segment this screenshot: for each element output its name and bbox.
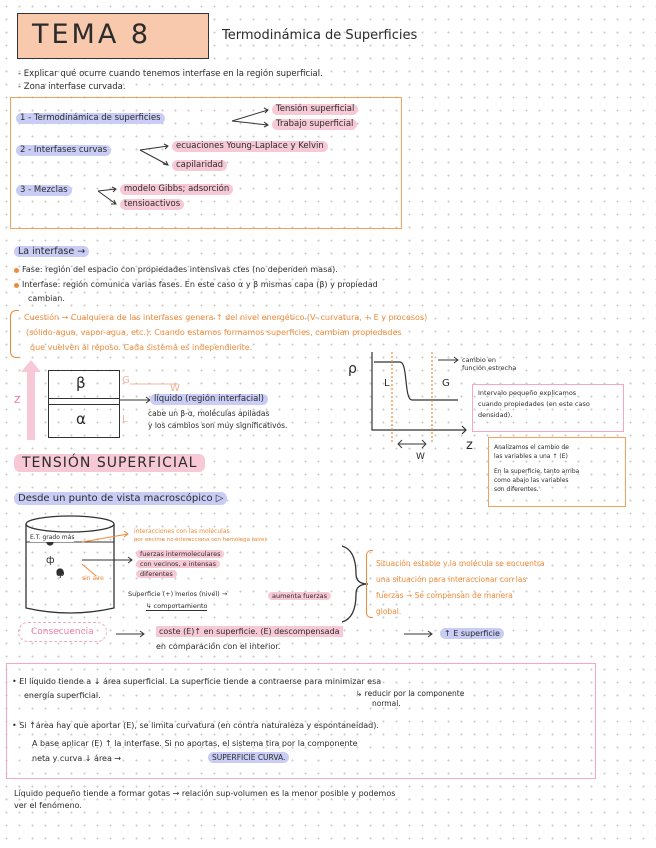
outline-item-2-sub-2: capilaridad bbox=[172, 160, 227, 171]
pink-note-2: cuando propiedades (en este caso bbox=[478, 400, 590, 408]
graph-g: G bbox=[442, 378, 450, 389]
graph-cambio-2: función estrecha bbox=[462, 364, 517, 372]
bottom-p1d: normal. bbox=[372, 699, 401, 708]
situacion-3: fuerzas → Se compensan de manera bbox=[376, 591, 513, 600]
final-line-2: ver el fenómeno. bbox=[14, 801, 82, 810]
phase-alpha: α bbox=[76, 410, 86, 428]
graph-l: L bbox=[384, 378, 390, 389]
graph-cambio-1: cambio en bbox=[462, 356, 496, 364]
outline-item-2: 2 - Interfases curvas bbox=[16, 145, 111, 156]
z-arrow bbox=[27, 370, 35, 440]
outline-item-3-sub-1: modelo Gibbs; adsorción bbox=[120, 184, 233, 195]
interfase-heading: La interfase → bbox=[14, 246, 89, 257]
interfase-bullet-2: Interfase: región comunica varias fases. En este caso α y β mismas capa (β) y propiedad bbox=[22, 280, 378, 289]
phase-divider-bottom bbox=[48, 404, 120, 405]
bottom-p1c: ↳ reducir por la componente bbox=[356, 689, 465, 698]
fuerzas-3: diferentes bbox=[136, 570, 177, 578]
coste-line: coste (E)↑ en superficie. (E) descompensada bbox=[156, 626, 343, 637]
bottom-p2b: A base aplicar (E) ↑ la interfase. Si no aportas, el sistema tira por la componente bbox=[32, 739, 358, 748]
orange-note-5: son diferentes. bbox=[494, 486, 539, 493]
e-superficie: ↑ E superficie bbox=[440, 628, 504, 639]
phase-beta: β bbox=[76, 374, 86, 392]
phase-l-label: L bbox=[122, 414, 128, 425]
e-sup-arrow bbox=[402, 624, 442, 644]
beaker-mark-1: ф bbox=[46, 555, 55, 566]
tension-sub: Desde un punto de vista macroscópico ▷ bbox=[14, 492, 227, 505]
bottom-p1b: energía superficial. bbox=[24, 691, 101, 700]
final-line-1: Líquido pequeño tiende a formar gotas → relación sup-volumen es la menor posible y podemos bbox=[14, 789, 396, 798]
z-arrow-head bbox=[21, 360, 41, 372]
outline-item-2-sub-1: ecuaciones Young-Laplace y Kelvin bbox=[172, 141, 328, 152]
interacciones-2: por encima no interacciona con homóloga (aire) bbox=[134, 537, 267, 543]
situacion-1: Situación estable y la molécula se encuentra bbox=[376, 559, 545, 568]
superficie-line: Superficie (+) menos (nivel) → bbox=[128, 590, 228, 598]
phase-divider-top bbox=[48, 398, 120, 399]
outline-item-1: 1 - Termodinámica de superficies bbox=[16, 113, 165, 124]
consecuencia-badge: Consecuencia bbox=[18, 622, 107, 642]
bullet-dot-1 bbox=[14, 268, 19, 273]
fuerzas-2: con vecinos, e intensas bbox=[136, 560, 220, 568]
orange-note-1: Analizamos el cambio de bbox=[494, 444, 569, 451]
intro-line-2: - Zona interfase curvada. bbox=[18, 82, 126, 92]
beaker-label: E.T. grado más bbox=[30, 534, 75, 541]
interacciones-1: interacciones con las moléculas bbox=[134, 528, 230, 535]
bottom-p1: • El líquido tiende a ↓ área superficial. La superficie tiende a contraerse para minimizar esa bbox=[12, 677, 382, 686]
orange-line-1: Cuestión → Cualquiera de las interfases genera ↑ del nivel energético (V- curvatura, + E y procesos) bbox=[24, 313, 428, 322]
aumenta-fuerzas: aumenta fuerzas bbox=[268, 592, 331, 600]
beaker-mark-2: ф bbox=[56, 568, 65, 579]
outline-item-3-sub-2: tensioactivos bbox=[120, 199, 184, 210]
situacion-4: global. bbox=[376, 607, 402, 616]
phase-g-label: G bbox=[122, 375, 130, 386]
graph-z: z bbox=[466, 438, 473, 453]
consecuencia-arrow bbox=[114, 624, 154, 644]
orange-brace bbox=[10, 310, 19, 358]
tema-title: TEMA 8 bbox=[32, 19, 152, 50]
sin-aire: sin aire bbox=[82, 575, 104, 582]
liquid-label: líquido (región interfacial) bbox=[150, 394, 268, 405]
orange-line-3: que vuelven al reposo. Cada sistema es independiente. bbox=[30, 343, 253, 352]
phase-w-label: W bbox=[170, 383, 180, 394]
superficie-curva: SUPERFICIE CURVA. bbox=[208, 752, 289, 763]
orange-line-2: (sólido-agua, vapor-agua, etc.). Cuando estamos formamos superficies, cambian propiedades bbox=[26, 328, 402, 337]
situacion-2: una situación para interaccionar con las bbox=[376, 575, 527, 584]
outline-item-3: 3 - Mezclas bbox=[16, 185, 72, 196]
subject-title: Termodinámica de Superficies bbox=[222, 28, 418, 43]
graph-w: W bbox=[416, 452, 425, 462]
outline-item-1-sub-2: Trabajo superficial bbox=[272, 119, 357, 130]
bullet-dot-2 bbox=[14, 283, 19, 288]
pink-note-1: Intervalo pequeño explicamos bbox=[478, 389, 577, 397]
liquid-line-2: y los cambios son muy significativos. bbox=[148, 421, 288, 430]
liquid-line-1: cabe un β-α, moléculas apiladas bbox=[148, 409, 270, 418]
interfase-bullet-1: Fase: región del espacio con propiedades intensivas ctes (no dependen masa). bbox=[22, 265, 338, 274]
orange-note-2: las variables a una ↑ (E) bbox=[494, 453, 568, 460]
tension-heading: TENSIÓN SUPERFICIAL bbox=[14, 454, 205, 472]
intro-line-1: - Explicar qué ocurre cuando tenemos interfase en la región superficial. bbox=[18, 69, 323, 79]
comportamiento: ↳ comportamiento bbox=[146, 602, 208, 610]
bottom-p2c: neta y curva ↓ área → bbox=[32, 754, 122, 763]
outline-arrows bbox=[0, 0, 656, 240]
outline-item-1-sub-1: Tensión superficial bbox=[272, 104, 358, 115]
bottom-p2: • Si ↑área hay que aportar (E), se limita curvatura (en contra naturaleza y espontaneidad). bbox=[12, 721, 379, 730]
pink-note-3: densidad). bbox=[478, 411, 513, 419]
coste-line-2: en comparación con el interior. bbox=[156, 642, 281, 651]
orange-note-3: En la superficie, tanto arriba bbox=[494, 468, 580, 475]
situacion-brace bbox=[366, 550, 373, 618]
graph-rho: ρ bbox=[348, 361, 357, 377]
interfase-bullet-2-cont: cambian. bbox=[28, 294, 65, 303]
z-label: z bbox=[14, 392, 21, 406]
fuerzas-1: fuerzas intermoleculares bbox=[136, 550, 224, 558]
orange-note-4: como abajo las variables bbox=[494, 477, 569, 484]
